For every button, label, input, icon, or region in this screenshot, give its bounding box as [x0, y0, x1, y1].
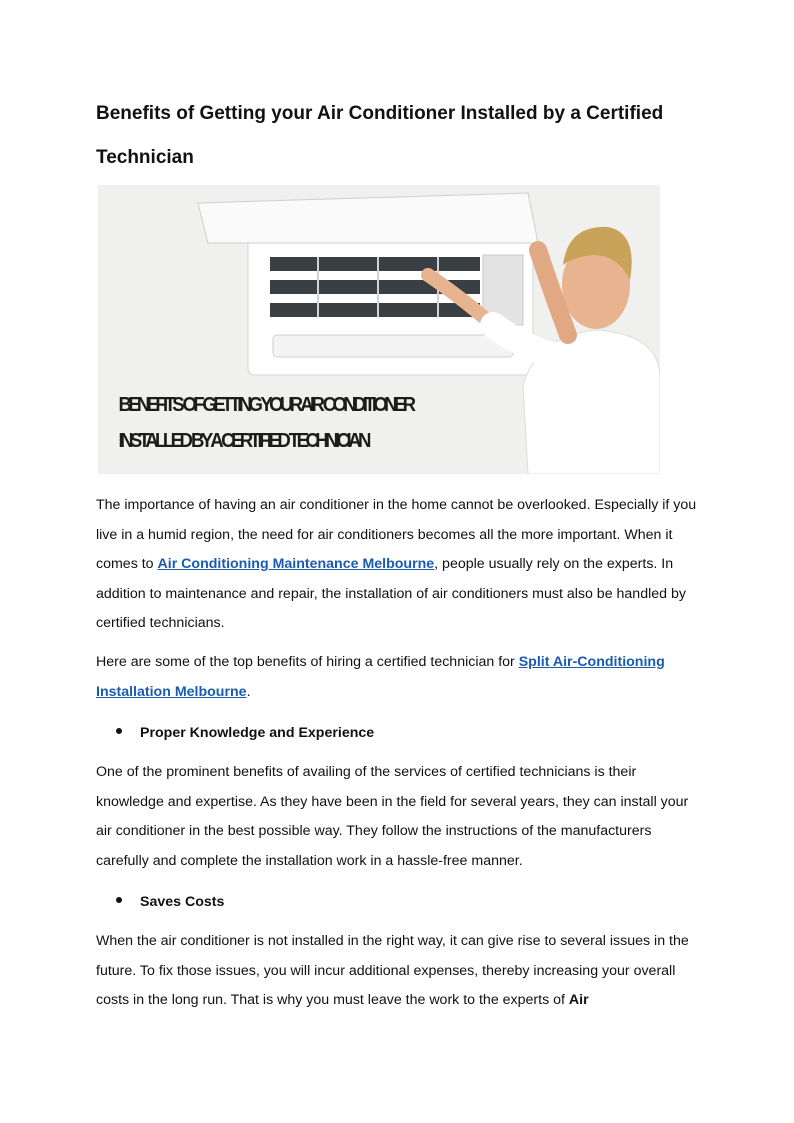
- costs-bold-tail: Air: [568, 992, 589, 1008]
- bullet-proper-knowledge: [116, 723, 374, 743]
- bullet-dot-icon: [116, 728, 122, 734]
- intro-text-start: The importance of having an air conditioner in the home cannot be overlooked. Especially if you live in a humid region, the need for air conditioners becomes all the more important. When it comes to: [96, 497, 697, 572]
- benefits-intro-paragraph: [96, 648, 702, 707]
- bullet-dot-icon: [116, 897, 122, 903]
- link-split-ac-installation-melbourne[interactable]: Split Air-Conditioning Installation Melbourne: [96, 654, 665, 700]
- costs-text: When the air conditioner is not installed in the right way, it can give rise to several issues in the future. To fix those issues, you will incur additional expenses, thereby increasing your overall costs in the long run. That is why you must leave the work to the experts of: [96, 933, 689, 1008]
- technician-installing-ac-illustration: [98, 185, 660, 474]
- knowledge-paragraph: One of the prominent benefits of availing of the services of certified technicians is their knowledge and expertise. As they have been in the field for several years, they can install your air conditioner in the best possible way. They follow the instructions of the manufacturers carefully and complete the installation work in a hassle-free manner.: [96, 764, 689, 869]
- bullet-label: Proper Knowledge and Experience: [140, 725, 375, 741]
- hero-caption-line2: INSTALLED BY A CERTIFIED TECHNICIAN: [118, 430, 372, 453]
- benefits-intro-text: Here are some of the top benefits of hiring a certified technician for: [96, 654, 519, 670]
- intro-text-end: , people usually rely on the experts. In addition to maintenance and repair, the installation of air conditioners must also be handled by certified technicians.: [96, 556, 686, 631]
- hero-image: [98, 185, 660, 474]
- costs-paragraph: [96, 927, 702, 1016]
- intro-paragraph: [96, 491, 702, 639]
- benefits-intro-period: .: [246, 683, 251, 700]
- page-title: Benefits of Getting your Air Conditioner Installed by a Certified Technician: [96, 103, 664, 168]
- bullet-label: Saves Costs: [140, 894, 225, 910]
- bullet-saves-costs: [116, 892, 224, 912]
- link-ac-maintenance-melbourne[interactable]: Air Conditioning Maintenance Melbourne: [157, 556, 435, 572]
- hero-caption-line1: BENEFITS OF GETTING YOUR AIR CONDITIONER: [118, 394, 417, 417]
